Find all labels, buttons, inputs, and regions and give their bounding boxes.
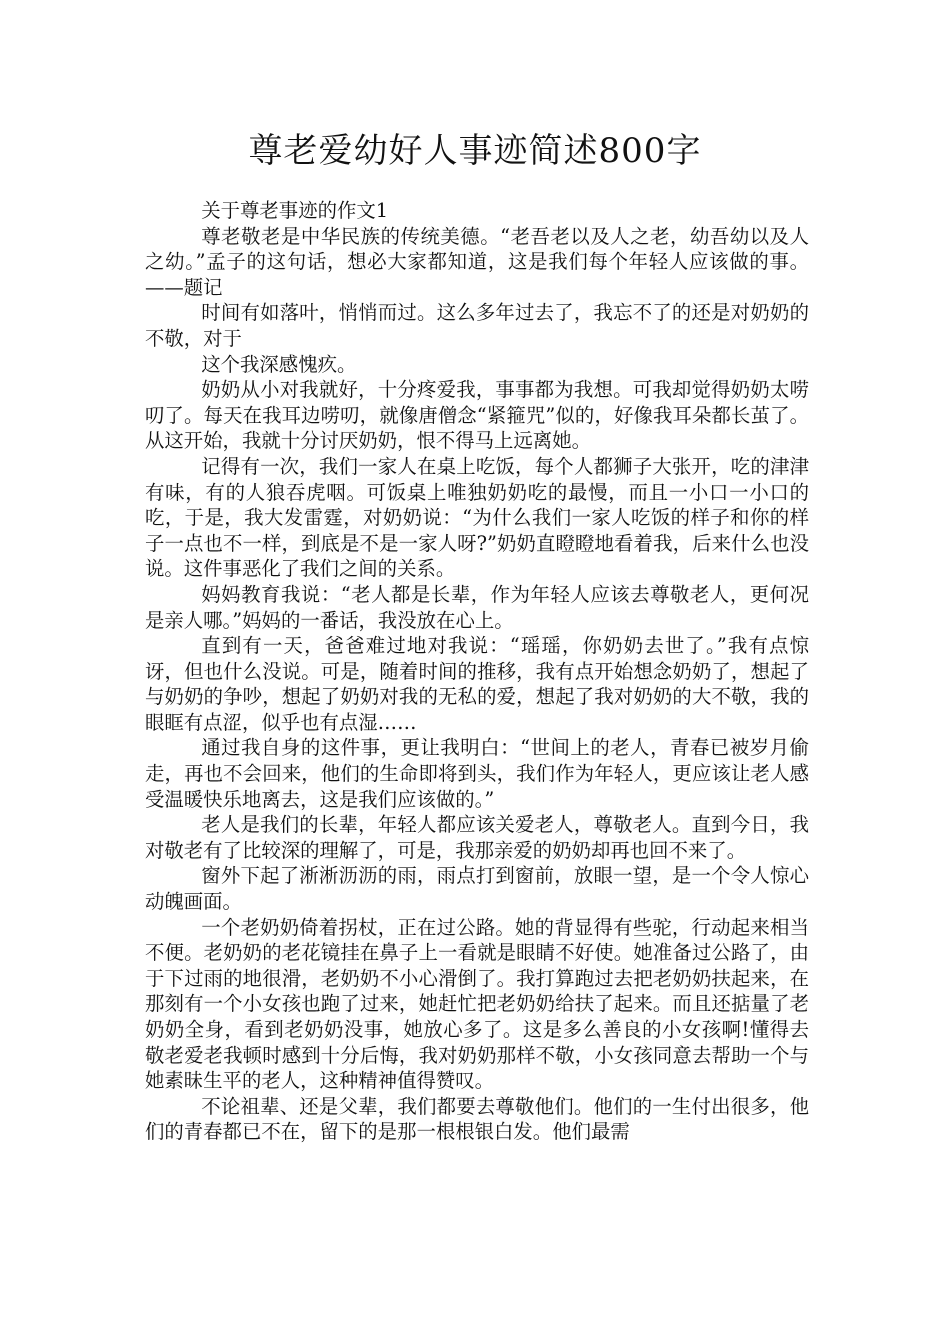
paragraph: 直到有一天，爸爸难过地对我说：“瑶瑶，你奶奶去世了。”我有点惊讶，但也什么没说。可是，随着时间的推移，我有点开始想念奶奶了，想起了与奶奶的争吵，想起了奶奶对我的无私的爱，想起了我对奶奶的大不敬，我的眼眶有点涩，似乎也有点湿…… xyxy=(145,634,809,734)
paragraph: 窗外下起了淅淅沥沥的雨，雨点打到窗前，放眼一望，是一个令人惊心动魄画面。 xyxy=(145,864,809,914)
paragraph: 一个老奶奶倚着拐杖，正在过公路。她的背显得有些驼，行动起来相当不便。老奶奶的老花镜挂在鼻子上一看就是眼睛不好使。她准备过公路了，由于下过雨的地很滑，老奶奶不小心滑倒了。我打算跑过去把老奶奶扶起来，在那刻有一个小女孩也跑了过来，她赶忙把老奶奶给扶了起来。而且还掂量了老奶奶全身，看到老奶奶没事，她放心多了。这是多么善良的小女孩啊!懂得去敬老爱老我顿时感到十分后悔，我对奶奶那样不敬，小女孩同意去帮助一个与她素昧生平的老人，这种精神值得赞叹。 xyxy=(145,915,809,1093)
paragraph: 这个我深感愧疚。 xyxy=(201,352,357,376)
paragraph: 记得有一次，我们一家人在桌上吃饭，每个人都狮子大张开，吃的津津有味，有的人狼吞虎咽。可饭桌上唯独奶奶吃的最慢，而且一小口一小口的吃，于是，我大发雷霆，对奶奶说：“为什么我们一家人吃饭的样子和你的样子一点也不一样，到底是不是一家人呀?”奶奶直瞪瞪地看着我，后来什么也没说。这件事恶化了我们之间的关系。 xyxy=(145,454,809,581)
paragraph: 尊老敬老是中华民族的传统美德。“老吾老以及人之老，幼吾幼以及人之幼。”孟子的这句话，想必大家都知道，这是我们每个年轻人应该做的事。——题记 xyxy=(145,224,809,299)
paragraph: 奶奶从小对我就好，十分疼爱我，事事都为我想。可我却觉得奶奶太唠叨了。每天在我耳边唠叨，就像唐僧念“紧箍咒”似的，好像我耳朵都长茧了。从这开始，我就十分讨厌奶奶，恨不得马上远离她。 xyxy=(145,378,809,453)
document-body xyxy=(145,198,809,1145)
document-title: 尊老爱幼好人事迹简述800字 xyxy=(248,131,702,171)
paragraph: 老人是我们的长辈，年轻人都应该关爱老人，尊敬老人。直到今日，我对敬老有了比较深的理解了，可是，我那亲爱的奶奶却再也回不来了。 xyxy=(145,813,809,862)
paragraph: 通过我自身的这件事，更让我明白：“世间上的老人，青春已被岁月偷走，再也不会回来，他们的生命即将到头，我们作为年轻人，更应该让老人感受温暖快乐地离去，这是我们应该做的。” xyxy=(145,736,809,811)
paragraph: 不论祖辈、还是父辈，我们都要去尊敬他们。他们的一生付出很多，他们的青春都已不在，留下的是那一根根银白发。他们最需 xyxy=(145,1094,809,1144)
paragraph: 妈妈教育我说：“老人都是长辈，作为年轻人应该去尊敬老人，更何况是亲人哪。”妈妈的一番话，我没放在心上。 xyxy=(145,582,809,632)
paragraph: 时间有如落叶，悄悄而过。这么多年过去了，我忘不了的还是对奶奶的不敬，对于 xyxy=(145,301,809,350)
paragraph-heading: 关于尊老事迹的作文1 xyxy=(201,199,389,222)
